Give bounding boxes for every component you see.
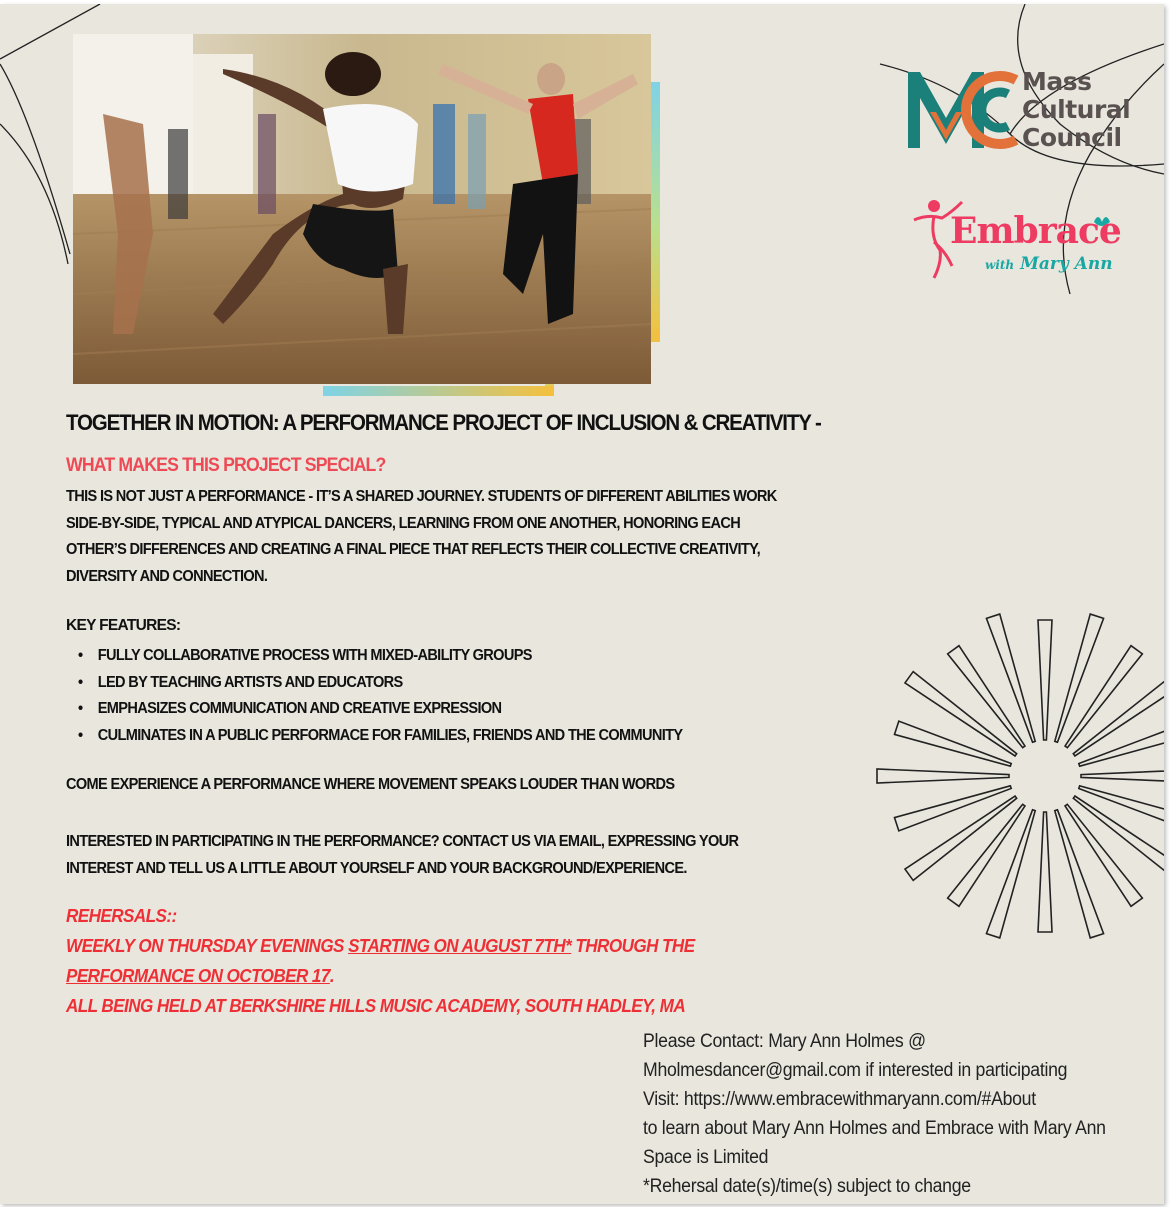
embrace-wordmark: Embrace	[950, 210, 1121, 252]
mcc-line-mass: Mass	[1022, 67, 1092, 96]
starburst-ray	[894, 786, 1011, 831]
key-features-list	[78, 643, 721, 749]
starburst-ray	[986, 614, 1035, 742]
schedule-change-note: *Rehersal date(s)/time(s) subject to change	[643, 1176, 971, 1197]
embrace-sub-prefix: with	[985, 258, 1015, 272]
description-line: SIDE-BY-SIDE, TYPICAL AND ATYPICAL DANCERS, LEARNING FROM ONE ANOTHER, HONORING EACH	[66, 514, 741, 532]
description-paragraph	[66, 484, 809, 590]
description-line: OTHER’S DIFFERENCES AND CREATING A FINAL PIECE THAT REFLECTS THEIR COLLECTIVE CREATIVITY,	[66, 541, 760, 559]
feature-item: • EMPHASIZES COMMUNICATION AND CREATIVE EXPRESSION	[78, 696, 682, 723]
contact-email-line[interactable]: Mholmesdancer@gmail.com if interested in participating	[643, 1060, 1068, 1081]
starburst-ray	[1055, 614, 1104, 742]
feature-item: • CULMINATES IN A PUBLIC PERFORMACE FOR FAMILIES, FRIENDS AND THE COMMUNITY	[78, 723, 682, 750]
come-experience-line: COME EXPERIENCE A PERFORMANCE WHERE MOVEMENT SPEAKS LOUDER THAN WORDS	[66, 776, 675, 793]
starburst-ray	[1079, 786, 1164, 831]
photo-frame	[73, 34, 663, 399]
performance-date: PERFORMANCE ON OCTOBER 17	[66, 966, 330, 986]
rehearsal-heading: REHERSALS::	[66, 906, 177, 926]
rehearsal-text: THROUGH THE	[571, 936, 695, 956]
embrace-sub-name: Mary Ann	[1020, 254, 1113, 274]
rehearsal-text: WEEKLY ON THURSDAY EVENINGS	[66, 936, 349, 956]
starburst-ray	[1038, 812, 1052, 932]
starburst-ray	[894, 721, 1011, 766]
space-limited-note: Space is Limited	[643, 1147, 769, 1168]
contact-line: to learn about Mary Ann Holmes and Embrace with Mary Ann	[643, 1118, 1106, 1139]
participation-line: INTERESTED IN PARTICIPATING IN THE PERFORMANCE? CONTACT US VIA EMAIL, EXPRESSING YOUR	[66, 833, 739, 850]
starburst-ray	[905, 796, 1017, 880]
contact-line: Please Contact: Mary Ann Holmes @	[643, 1031, 926, 1052]
starburst-ray	[986, 810, 1035, 938]
dance-class-photo-icon	[73, 34, 651, 384]
rehearsal-info	[66, 901, 695, 1021]
flyer-title: TOGETHER IN MOTION: A PERFORMANCE PROJECT OF INCLUSION & CREATIVITY -	[66, 410, 821, 435]
mcc-line-council: Council	[1022, 123, 1122, 152]
starburst-ray	[905, 672, 1017, 756]
rehearsal-schedule-line	[66, 931, 695, 961]
feature-item: • FULLY COLLABORATIVE PROCESS WITH MIXED-ABILITY GROUPS	[78, 643, 682, 670]
rehearsal-start-date: STARTING ON AUGUST 7TH*	[348, 936, 572, 956]
participation-paragraph	[66, 829, 809, 882]
contact-block	[643, 1027, 1106, 1201]
starburst-ray	[1038, 620, 1052, 740]
flyer-page	[0, 4, 1164, 1204]
special-subheading: WHAT MAKES THIS PROJECT SPECIAL?	[66, 455, 386, 476]
starburst-ray	[1081, 769, 1164, 783]
description-line: DIVERSITY AND CONNECTION.	[66, 567, 268, 585]
description-line: THIS IS NOT JUST A PERFORMANCE - IT’S A SHARED JOURNEY. STUDENTS OF DIFFERENT ABILITIES WORK	[66, 488, 777, 505]
participation-line: INTEREST AND TELL US A LITTLE ABOUT YOURSELF AND YOUR BACKGROUND/EXPERIENCE.	[66, 859, 687, 877]
rehearsal-performance-line	[66, 961, 695, 991]
embrace-subtitle	[985, 254, 1113, 274]
rehearsal-text: .	[329, 966, 335, 986]
dance-class-photo	[73, 34, 651, 384]
key-features-label: KEY FEATURES:	[66, 617, 181, 634]
feature-item: • LED BY TEACHING ARTISTS AND EDUCATORS	[78, 670, 682, 697]
starburst-ray	[1055, 810, 1104, 938]
starburst-ray	[877, 769, 1009, 783]
contact-website-link[interactable]: Visit: https://www.embracewithmaryann.com/#About	[643, 1089, 1036, 1110]
starburst-ray	[1079, 721, 1164, 766]
rehearsal-location-line: ALL BEING HELD AT BERKSHIRE HILLS MUSIC ACADEMY, SOUTH HADLEY, MA	[66, 996, 686, 1016]
mcc-line-cultural: Cultural	[1022, 95, 1131, 124]
mass-cultural-council-wordmark	[1022, 68, 1130, 152]
